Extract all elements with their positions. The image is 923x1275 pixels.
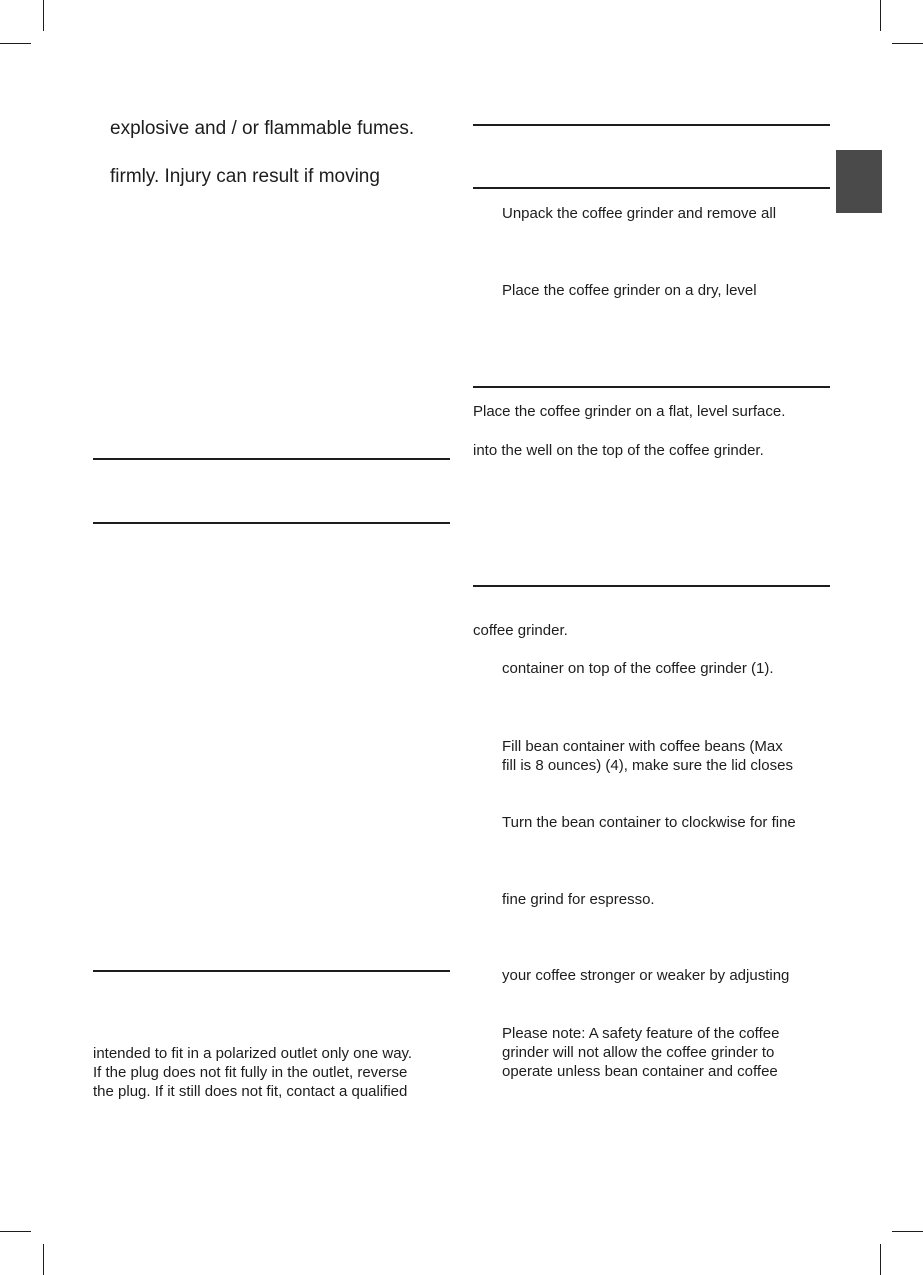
- warning-line-injury: firmly. Injury can result if moving: [110, 166, 380, 187]
- safety-note-line: Please note: A safety feature of the coffee: [502, 1025, 780, 1042]
- crop-mark: [0, 43, 31, 44]
- section-divider: [473, 124, 830, 126]
- crop-mark: [43, 0, 44, 31]
- crop-mark: [892, 43, 923, 44]
- section-divider: [93, 458, 450, 460]
- section-divider: [93, 522, 450, 524]
- well-text-line: into the well on the top of the coffee grinder.: [473, 442, 764, 459]
- plug-text-line: the plug. If it still does not fit, contact a qualified: [93, 1083, 408, 1100]
- grinder-text-line: coffee grinder.: [473, 622, 568, 639]
- placement-text-line: Place the coffee grinder on a dry, level: [502, 282, 757, 299]
- section-tab: [836, 150, 882, 213]
- espresso-text-line: fine grind for espresso.: [502, 891, 655, 908]
- crop-mark: [880, 1244, 881, 1275]
- crop-mark: [0, 1231, 31, 1232]
- container-text-line: container on top of the coffee grinder (1).: [502, 660, 774, 677]
- warning-line-fumes: explosive and / or flammable fumes.: [110, 118, 415, 139]
- crop-mark: [892, 1231, 923, 1232]
- crop-mark: [880, 0, 881, 31]
- section-divider: [93, 970, 450, 972]
- fill-text-line: fill is 8 ounces) (4), make sure the lid closes: [502, 757, 793, 774]
- unpack-text-line: Unpack the coffee grinder and remove all: [502, 205, 777, 222]
- fill-text-line: Fill bean container with coffee beans (Max: [502, 738, 783, 755]
- strength-text-line: your coffee stronger or weaker by adjusting: [502, 967, 790, 984]
- plug-text-line: intended to fit in a polarized outlet only one way.: [93, 1045, 413, 1062]
- placement-text-line: Place the coffee grinder on a flat, level surface.: [473, 403, 786, 420]
- section-divider: [473, 386, 830, 388]
- crop-mark: [43, 1244, 44, 1275]
- section-divider: [473, 585, 830, 587]
- safety-note-line: operate unless bean container and coffee: [502, 1063, 778, 1080]
- safety-note-line: grinder will not allow the coffee grinder to: [502, 1044, 775, 1061]
- plug-text-line: If the plug does not fit fully in the outlet, reverse: [93, 1064, 408, 1081]
- turn-text-line: Turn the bean container to clockwise for fine: [502, 814, 796, 831]
- section-divider: [473, 187, 830, 189]
